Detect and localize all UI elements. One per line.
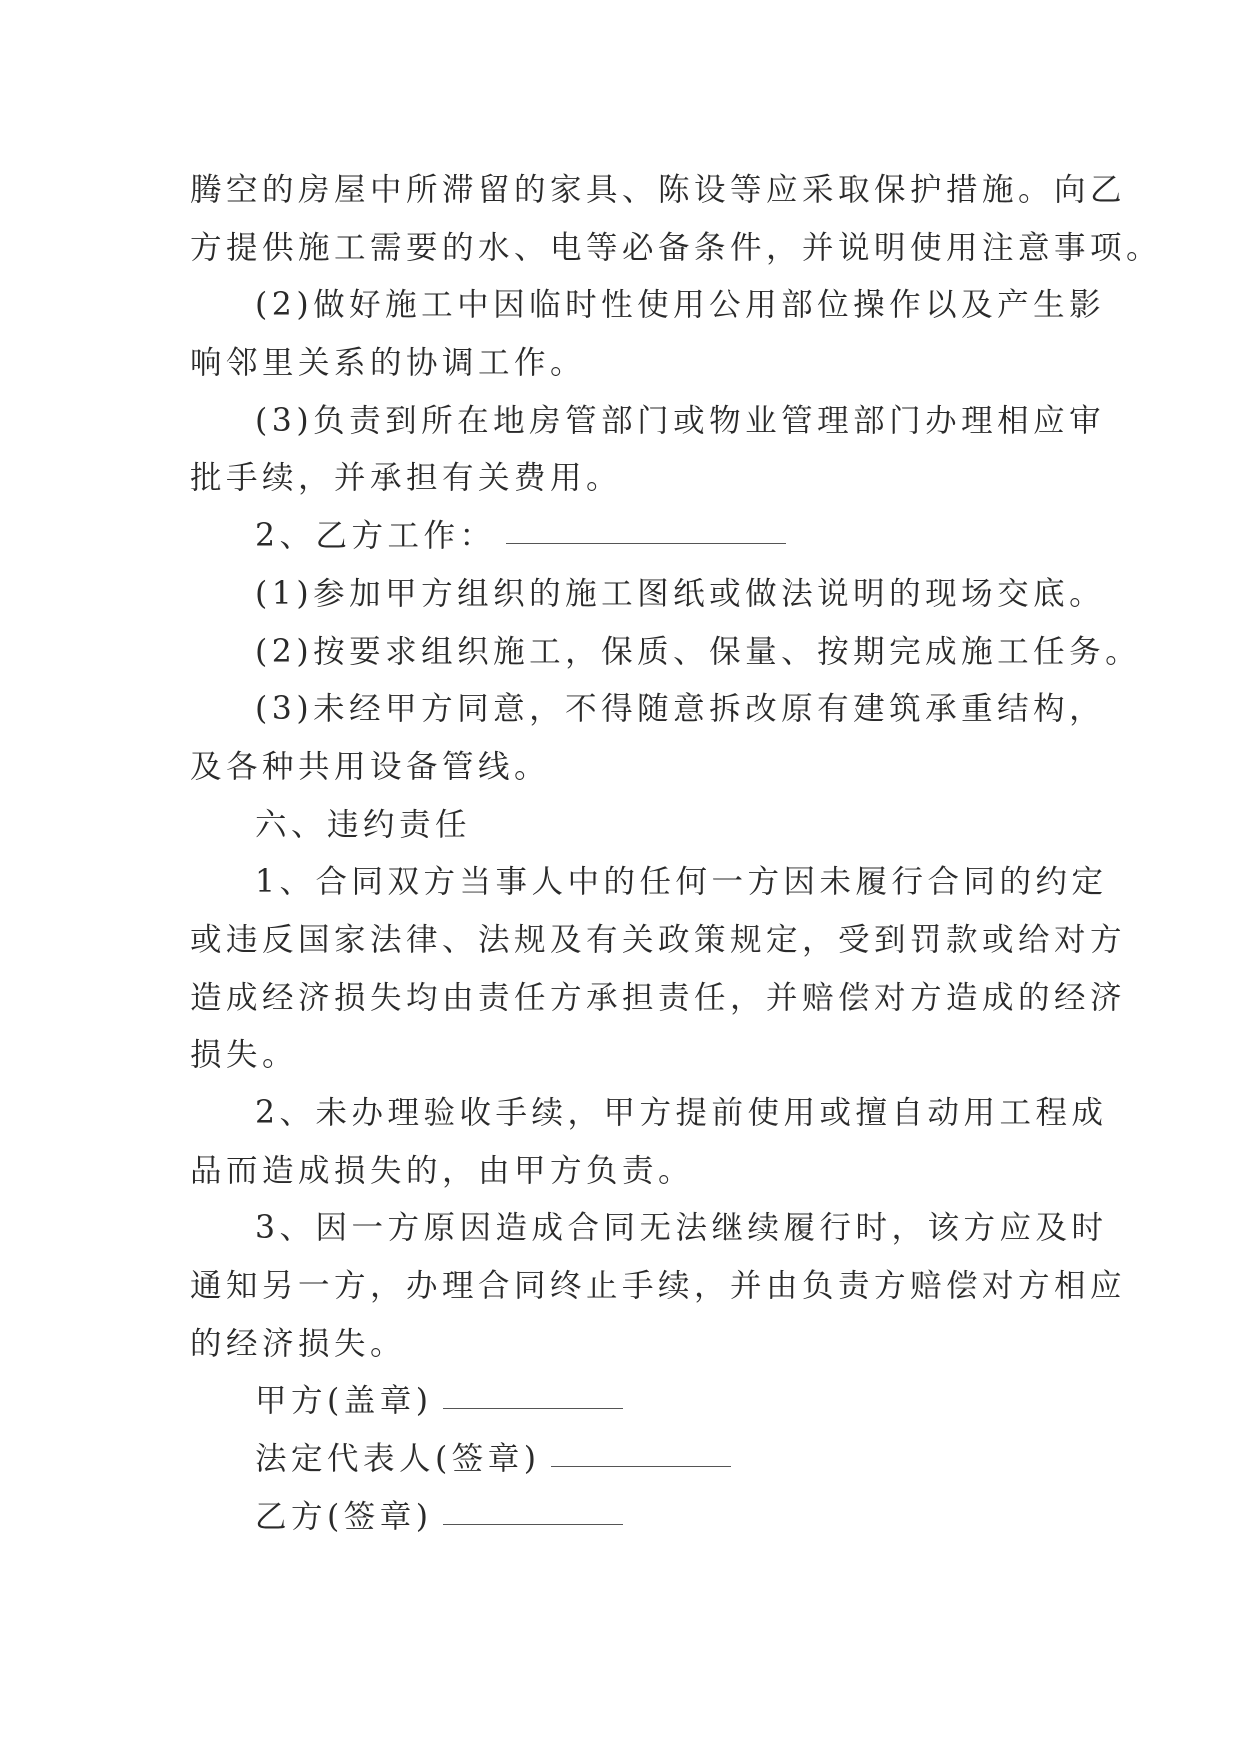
paragraph-line: 通知另一方，办理合同终止手续，并由负责方赔偿对方相应	[190, 1268, 1127, 1305]
signature-party-b-label: 乙方(签章)	[255, 1498, 433, 1535]
paragraph-line: 品而造成损失的，由甲方负责。	[190, 1152, 695, 1189]
document-body	[190, 162, 1163, 1547]
signature-party-a-blank	[443, 1407, 623, 1409]
signature-party-a	[190, 1373, 1050, 1431]
signature-party-b-blank	[443, 1523, 623, 1525]
paragraph-line: (2)按要求组织施工，保质、保量、按期完成施工任务。	[255, 633, 1142, 670]
party-b-work-label: 2、乙方工作：	[255, 518, 496, 555]
paragraph-line: 响邻里关系的协调工作。	[190, 345, 587, 382]
signature-legal-rep-blank	[551, 1465, 731, 1467]
party-b-work-line	[190, 508, 1050, 566]
paragraph-line: 的经济损失。	[190, 1325, 407, 1362]
paragraph-line: 腾空的房屋中所滞留的家具、陈设等应采取保护措施。向乙	[190, 172, 1127, 208]
paragraph-line: 损失。	[190, 1037, 299, 1074]
paragraph-line: 造成经济损失均由责任方承担责任，并赔偿对方造成的经济	[190, 979, 1127, 1016]
paragraph-line: 及各种共用设备管线。	[190, 748, 551, 785]
paragraph-line: (3)未经甲方同意，不得随意拆改原有建筑承重结构，	[255, 691, 1106, 728]
paragraph-line: (2)做好施工中因临时性使用公用部位操作以及产生影	[255, 287, 1106, 324]
paragraph-line: (1)参加甲方组织的施工图纸或做法说明的现场交底。	[255, 575, 1106, 612]
paragraph-line: 3、因一方原因造成合同无法继续履行时，该方应及时	[255, 1210, 1108, 1247]
section-heading: 六、违约责任	[255, 806, 472, 843]
signature-party-b	[190, 1489, 1050, 1547]
signature-party-a-label: 甲方(盖章)	[255, 1383, 433, 1420]
paragraph-line: 批手续，并承担有关费用。	[190, 460, 623, 497]
paragraph-line: 1、合同双方当事人中的任何一方因未履行合同的约定	[255, 864, 1108, 901]
paragraph-line: (3)负责到所在地房管部门或物业管理部门办理相应审	[255, 402, 1106, 439]
signature-legal-rep	[190, 1431, 1050, 1489]
paragraph-line: 2、未办理验收手续，甲方提前使用或擅自动用工程成	[255, 1095, 1108, 1131]
paragraph-line: 方提供施工需要的水、电等必备条件，并说明使用注意事项。	[190, 229, 1163, 266]
party-b-work-blank	[506, 542, 786, 544]
paragraph-line: 或违反国家法律、法规及有关政策规定，受到罚款或给对方	[190, 921, 1127, 958]
signature-legal-rep-label: 法定代表人(签章)	[255, 1441, 541, 1478]
